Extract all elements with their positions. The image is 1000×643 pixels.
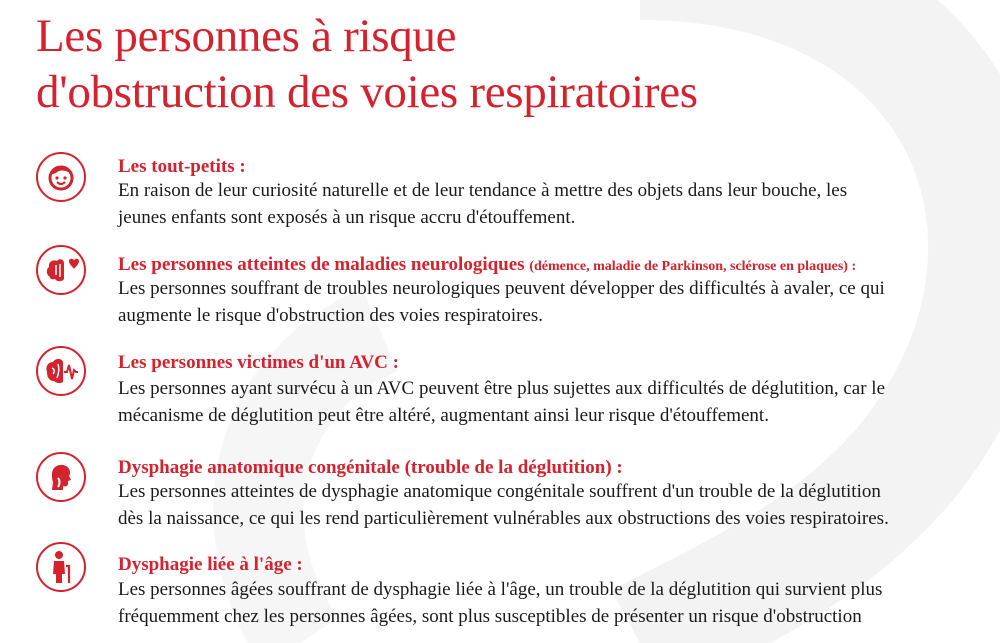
child-face-icon xyxy=(36,152,86,202)
item-heading: Les personnes atteintes de maladies neurologiques (démence, maladie de Parkinson, sclérose en plaques) : xyxy=(118,254,857,275)
item-description: Les personnes âgées souffrant de dysphagie liée à l'âge, un trouble de la déglutition qui survient plus fréquemment chez les personnes âgées, sont plus susceptibles de présenter un risque d'obstruction xyxy=(118,579,883,627)
item-description: En raison de leur curiosité naturelle et de leur tendance à mettre des objets dans leur bouche, les jeunes enfants sont exposés à un risque accru d'étouffement. xyxy=(118,180,848,228)
item-heading: Les personnes victimes d'un AVC : xyxy=(118,352,399,373)
throat-profile-icon xyxy=(36,452,86,502)
page-title xyxy=(36,8,698,120)
item-heading: Dysphagie liée à l'âge : xyxy=(118,554,303,575)
item-description: Les personnes atteintes de dysphagie anatomique congénitale souffrent d'un trouble de la déglutition dès la naissance, ce qui les rend particulièrement vulnérables aux obstructions des voies respiratoires. xyxy=(118,481,889,529)
brain-pulse-icon xyxy=(36,346,86,396)
title-line-1: Les personnes à risque xyxy=(36,10,457,62)
brain-heart-icon xyxy=(36,245,86,295)
item-heading: Dysphagie anatomique congénitale (trouble de la déglutition) : xyxy=(118,457,623,478)
title-line-2: d'obstruction des voies respiratoires xyxy=(36,66,698,118)
item-description: Les personnes ayant survécu à un AVC peuvent être plus sujettes aux difficultés de déglutition, car le mécanisme de déglutition peut être altéré, augmentant ainsi leur risque d'étouffement. xyxy=(118,378,886,426)
item-description: Les personnes souffrant de troubles neurologiques peuvent développer des difficultés à avaler, ce qui augmente le risque d'obstruction des voies respiratoires. xyxy=(118,278,885,326)
item-heading-note: (démence, maladie de Parkinson, sclérose en plaques) : xyxy=(529,259,857,274)
item-heading: Les tout-petits : xyxy=(118,156,246,177)
elderly-person-icon xyxy=(36,542,86,592)
